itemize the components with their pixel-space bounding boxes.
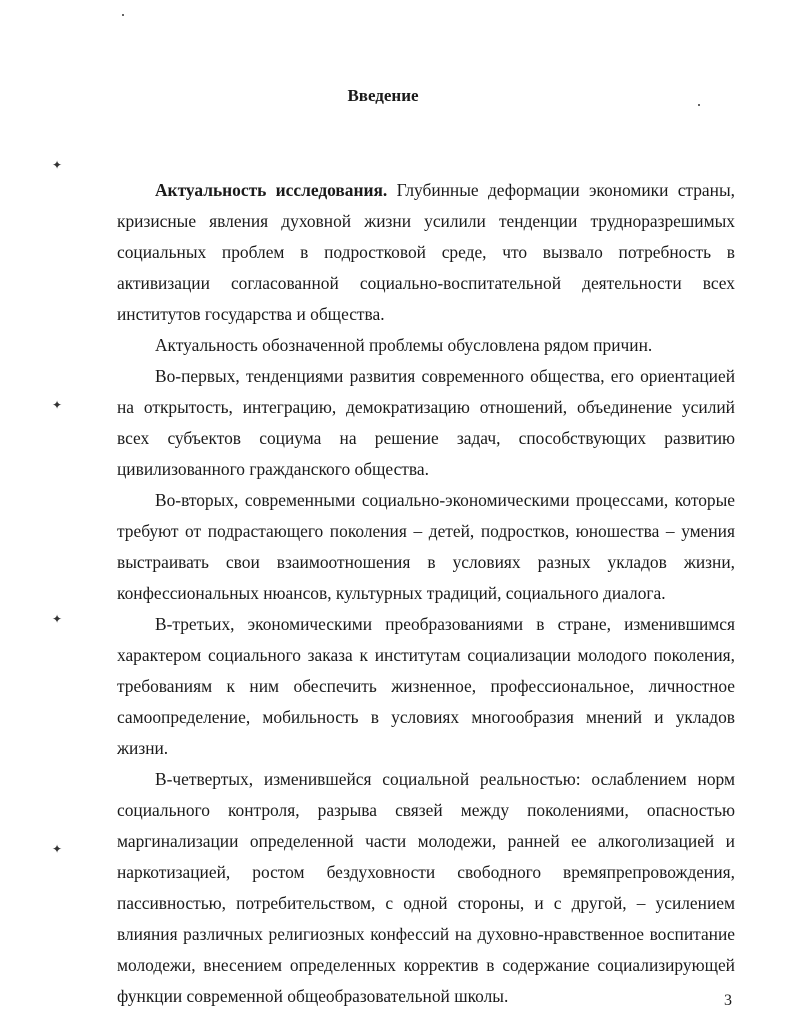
scan-mark-icon: ✦ (52, 842, 63, 856)
body-text (117, 175, 735, 1012)
paragraph-4 (117, 485, 735, 609)
scan-mark-icon: ✦ (52, 158, 63, 172)
paragraph-text: Во-первых, тенденциями развития современного общества, его ориентацией на открытость, интеграцию, демократизацию отношений, объединение усилий всех субъектов социума на решение задач, способствующих развитию цивилизованного гражданского общества. (117, 366, 735, 479)
paragraph-6 (117, 764, 735, 1012)
paragraph-5 (117, 609, 735, 764)
paragraph-text: В-третьих, экономическими преобразованиями в стране, изменившимся характером социального заказа к институтам социализации молодого поколения, требованиям к ним обеспечить жизненное, профессиональное, личностное самоопределение, мобильность в условиях многообразия мнений и укладов жизни. (117, 614, 735, 758)
scan-speck-icon (122, 14, 124, 16)
paragraph-1 (117, 175, 735, 330)
paragraph-2 (117, 330, 735, 361)
paragraph-text: Актуальность обозначенной проблемы обусловлена рядом причин. (155, 335, 653, 355)
paragraph-text: Во-вторых, современными социально-экономическими процессами, которые требуют от подрастающего поколения – детей, подростков, юношества – умения выстраивать свои взаимоотношения в условиях разных укладов жизни, конфессиональных нюансов, культурных традиций, социального диалога. (117, 490, 735, 603)
paragraph-text: В-четвертых, изменившейся социальной реальностью: ослаблением норм социального контроля, разрыва связей между поколениями, опасностью маргинализации определенной части молодежи, ранней ее алкоголизацией и наркотизацией, ростом бездуховности свободного времяпрепровождения, пассивностью, потребительством, с одной стороны, и с другой, – усилением влияния различных религиозных конфессий на духовно-нравственное воспитание молодежи, внесением определенных корректив в содержание социализирующей функции современной общеобразовательной школы. (117, 769, 735, 1006)
paragraph-lead: Актуальность исследования. (155, 180, 388, 200)
scan-mark-icon: ✦ (52, 398, 63, 412)
paragraph-text: Глубинные деформации экономики страны, кризисные явления духовной жизни усилили тенденции трудноразрешимых социальных проблем в подростковой среде, что вызвало потребность в активизации согласованной социально-воспитательной деятельности всех институтов государства и общества. (117, 180, 735, 324)
section-title: Введение (347, 86, 419, 105)
paragraph-3 (117, 361, 735, 485)
page-number: 3 (724, 992, 732, 1009)
scan-speck-icon (698, 104, 700, 106)
scan-mark-icon: ✦ (52, 612, 63, 626)
